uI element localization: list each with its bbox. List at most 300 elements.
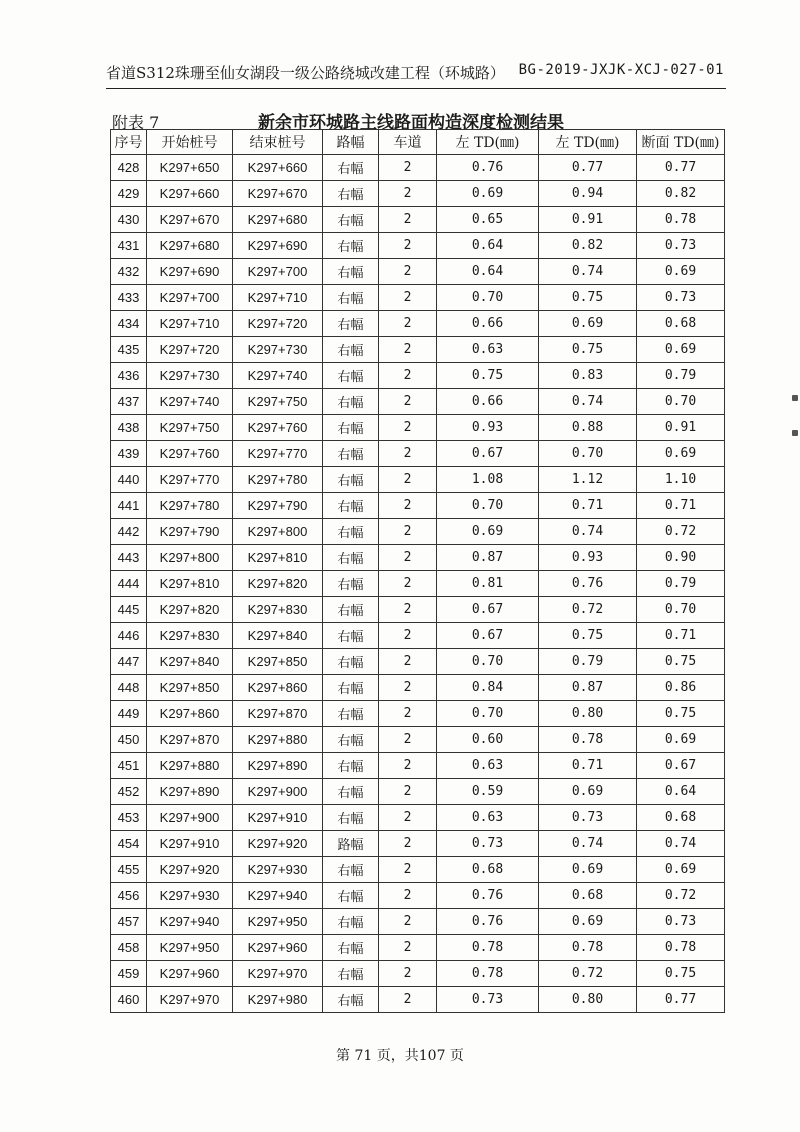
table-cell: K297+730 bbox=[233, 337, 323, 363]
table-cell: 444 bbox=[111, 571, 147, 597]
table-cell: 右幅 bbox=[323, 987, 379, 1013]
table-cell: 457 bbox=[111, 909, 147, 935]
table-cell: 0.64 bbox=[637, 779, 725, 805]
table-cell: K297+970 bbox=[233, 961, 323, 987]
table-cell: 0.69 bbox=[437, 519, 539, 545]
table-cell: 0.82 bbox=[539, 233, 637, 259]
table-cell: 428 bbox=[111, 155, 147, 181]
table-cell: 0.87 bbox=[437, 545, 539, 571]
table-row bbox=[111, 727, 725, 753]
table-cell: 456 bbox=[111, 883, 147, 909]
table-cell: 2 bbox=[379, 363, 437, 389]
table-cell: K297+710 bbox=[233, 285, 323, 311]
table-cell: 2 bbox=[379, 597, 437, 623]
table-cell: 2 bbox=[379, 961, 437, 987]
column-header: 路幅 bbox=[323, 130, 379, 155]
table-cell: 右幅 bbox=[323, 467, 379, 493]
table-cell: 0.65 bbox=[437, 207, 539, 233]
table-cell: K297+840 bbox=[147, 649, 233, 675]
table-cell: K297+680 bbox=[233, 207, 323, 233]
table-cell: 右幅 bbox=[323, 805, 379, 831]
table-cell: 0.75 bbox=[637, 649, 725, 675]
table-cell: 2 bbox=[379, 233, 437, 259]
appendix-label: 附表 7 bbox=[112, 113, 160, 132]
table-cell: 右幅 bbox=[323, 701, 379, 727]
table-cell: 0.78 bbox=[539, 727, 637, 753]
table-row bbox=[111, 571, 725, 597]
table-cell: 452 bbox=[111, 779, 147, 805]
table-cell: 446 bbox=[111, 623, 147, 649]
table-cell: K297+920 bbox=[233, 831, 323, 857]
table-cell: K297+810 bbox=[233, 545, 323, 571]
table-cell: 440 bbox=[111, 467, 147, 493]
table-cell: 2 bbox=[379, 441, 437, 467]
table-cell: 右幅 bbox=[323, 493, 379, 519]
table-cell: 0.75 bbox=[637, 961, 725, 987]
table-cell: 433 bbox=[111, 285, 147, 311]
table-row bbox=[111, 701, 725, 727]
document-code: BG-2019-JXJK-XCJ-027-01 bbox=[518, 62, 724, 78]
table-cell: 2 bbox=[379, 623, 437, 649]
table-cell: 0.68 bbox=[539, 883, 637, 909]
table-cell: K297+870 bbox=[233, 701, 323, 727]
table-cell: 0.75 bbox=[539, 285, 637, 311]
table-cell: 432 bbox=[111, 259, 147, 285]
table-cell: 0.82 bbox=[637, 181, 725, 207]
table-cell: 0.66 bbox=[437, 311, 539, 337]
table-cell: 2 bbox=[379, 831, 437, 857]
header-divider bbox=[106, 88, 726, 89]
table-cell: 0.81 bbox=[437, 571, 539, 597]
table-cell: 2 bbox=[379, 779, 437, 805]
table-cell: K297+760 bbox=[147, 441, 233, 467]
table-cell: 0.68 bbox=[637, 805, 725, 831]
table-cell: 0.69 bbox=[539, 857, 637, 883]
table-row bbox=[111, 753, 725, 779]
table-cell: K297+670 bbox=[233, 181, 323, 207]
table-cell: 448 bbox=[111, 675, 147, 701]
table-row bbox=[111, 883, 725, 909]
table-cell: 453 bbox=[111, 805, 147, 831]
table-cell: K297+770 bbox=[233, 441, 323, 467]
table-cell: 右幅 bbox=[323, 935, 379, 961]
table-cell: K297+880 bbox=[147, 753, 233, 779]
results-table bbox=[110, 129, 725, 1013]
table-cell: 442 bbox=[111, 519, 147, 545]
table-cell: 2 bbox=[379, 805, 437, 831]
table-cell: K297+700 bbox=[147, 285, 233, 311]
scan-artifact-mark bbox=[792, 430, 798, 436]
column-header: 开始桩号 bbox=[147, 130, 233, 155]
table-cell: 0.67 bbox=[437, 623, 539, 649]
table-cell: 右幅 bbox=[323, 779, 379, 805]
table-cell: K297+830 bbox=[147, 623, 233, 649]
table-cell: 右幅 bbox=[323, 233, 379, 259]
table-cell: 右幅 bbox=[323, 519, 379, 545]
table-cell: 2 bbox=[379, 467, 437, 493]
table-cell: K297+720 bbox=[147, 337, 233, 363]
table-cell: 0.90 bbox=[637, 545, 725, 571]
table-cell: 458 bbox=[111, 935, 147, 961]
table-cell: 0.80 bbox=[539, 701, 637, 727]
table-cell: K297+950 bbox=[233, 909, 323, 935]
table-cell: 右幅 bbox=[323, 571, 379, 597]
table-cell: 0.71 bbox=[539, 493, 637, 519]
table-cell: 0.76 bbox=[539, 571, 637, 597]
table-cell: 451 bbox=[111, 753, 147, 779]
table-cell: 0.76 bbox=[437, 883, 539, 909]
table-body bbox=[111, 155, 725, 1013]
table-cell: 2 bbox=[379, 519, 437, 545]
table-cell: 430 bbox=[111, 207, 147, 233]
table-row bbox=[111, 363, 725, 389]
table-cell: K297+750 bbox=[147, 415, 233, 441]
table-cell: 0.60 bbox=[437, 727, 539, 753]
table-cell: 右幅 bbox=[323, 363, 379, 389]
table-cell: 0.69 bbox=[539, 311, 637, 337]
table-cell: K297+680 bbox=[147, 233, 233, 259]
table-cell: K297+700 bbox=[233, 259, 323, 285]
table-cell: 0.70 bbox=[539, 441, 637, 467]
table-cell: 454 bbox=[111, 831, 147, 857]
table-cell: 0.71 bbox=[637, 493, 725, 519]
table-cell: 0.70 bbox=[437, 285, 539, 311]
table-row bbox=[111, 285, 725, 311]
table-row bbox=[111, 415, 725, 441]
table-cell: 0.69 bbox=[637, 441, 725, 467]
table-cell: 1.12 bbox=[539, 467, 637, 493]
table-cell: K297+690 bbox=[233, 233, 323, 259]
table-cell: 0.74 bbox=[539, 519, 637, 545]
table-cell: 2 bbox=[379, 545, 437, 571]
table-cell: 右幅 bbox=[323, 623, 379, 649]
table-cell: 0.76 bbox=[437, 155, 539, 181]
table-cell: 2 bbox=[379, 935, 437, 961]
table-cell: 右幅 bbox=[323, 155, 379, 181]
table-cell: K297+790 bbox=[147, 519, 233, 545]
table-cell: 0.78 bbox=[637, 935, 725, 961]
table-cell: 0.78 bbox=[437, 935, 539, 961]
table-cell: K297+800 bbox=[233, 519, 323, 545]
table-cell: 2 bbox=[379, 493, 437, 519]
table-cell: K297+670 bbox=[147, 207, 233, 233]
table-row bbox=[111, 831, 725, 857]
table-row bbox=[111, 519, 725, 545]
table-cell: 0.64 bbox=[437, 233, 539, 259]
table-cell: 438 bbox=[111, 415, 147, 441]
table-cell: 0.70 bbox=[437, 493, 539, 519]
table-cell: 0.79 bbox=[637, 571, 725, 597]
table-cell: 0.86 bbox=[637, 675, 725, 701]
table-row bbox=[111, 441, 725, 467]
table-cell: 459 bbox=[111, 961, 147, 987]
table-cell: 0.76 bbox=[437, 909, 539, 935]
table-cell: 0.79 bbox=[539, 649, 637, 675]
table-cell: 0.72 bbox=[539, 597, 637, 623]
table-row bbox=[111, 649, 725, 675]
table-cell: K297+750 bbox=[233, 389, 323, 415]
table-cell: 0.83 bbox=[539, 363, 637, 389]
table-cell: 429 bbox=[111, 181, 147, 207]
table-cell: 437 bbox=[111, 389, 147, 415]
table-cell: 443 bbox=[111, 545, 147, 571]
table-row bbox=[111, 181, 725, 207]
column-header: 序号 bbox=[111, 130, 147, 155]
table-cell: 0.77 bbox=[539, 155, 637, 181]
table-row bbox=[111, 779, 725, 805]
table-cell: K297+650 bbox=[147, 155, 233, 181]
table-cell: 2 bbox=[379, 155, 437, 181]
table-cell: 1.10 bbox=[637, 467, 725, 493]
scan-artifact-mark bbox=[792, 395, 798, 401]
table-cell: 0.74 bbox=[539, 389, 637, 415]
table-cell: K297+820 bbox=[233, 571, 323, 597]
table-cell: K297+920 bbox=[147, 857, 233, 883]
table-cell: K297+850 bbox=[233, 649, 323, 675]
table-row bbox=[111, 961, 725, 987]
table-cell: 2 bbox=[379, 753, 437, 779]
table-cell: 右幅 bbox=[323, 597, 379, 623]
table-cell: K297+890 bbox=[147, 779, 233, 805]
table-cell: 449 bbox=[111, 701, 147, 727]
table-cell: K297+730 bbox=[147, 363, 233, 389]
table-cell: 右幅 bbox=[323, 857, 379, 883]
table-cell: 0.93 bbox=[539, 545, 637, 571]
table-row bbox=[111, 337, 725, 363]
table-cell: 0.75 bbox=[539, 623, 637, 649]
table-row bbox=[111, 207, 725, 233]
table-row bbox=[111, 805, 725, 831]
table-row bbox=[111, 259, 725, 285]
table-cell: 0.72 bbox=[539, 961, 637, 987]
table-cell: 0.69 bbox=[637, 337, 725, 363]
table-cell: 2 bbox=[379, 285, 437, 311]
table-cell: 2 bbox=[379, 571, 437, 597]
table-cell: K297+660 bbox=[233, 155, 323, 181]
table-cell: 右幅 bbox=[323, 259, 379, 285]
table-cell: K297+940 bbox=[147, 909, 233, 935]
column-header: 断面 TD(㎜) bbox=[637, 130, 725, 155]
table-cell: 0.87 bbox=[539, 675, 637, 701]
table-cell: K297+960 bbox=[147, 961, 233, 987]
table-cell: 右幅 bbox=[323, 389, 379, 415]
table-cell: 路幅 bbox=[323, 831, 379, 857]
table-cell: 0.67 bbox=[437, 441, 539, 467]
table-cell: 0.71 bbox=[637, 623, 725, 649]
table-cell: 0.69 bbox=[437, 181, 539, 207]
table-cell: 右幅 bbox=[323, 727, 379, 753]
table-cell: K297+860 bbox=[147, 701, 233, 727]
table-cell: 0.73 bbox=[539, 805, 637, 831]
table-cell: 右幅 bbox=[323, 909, 379, 935]
table-cell: 0.73 bbox=[437, 987, 539, 1013]
table-cell: 447 bbox=[111, 649, 147, 675]
table-cell: 2 bbox=[379, 181, 437, 207]
table-cell: 右幅 bbox=[323, 311, 379, 337]
table-cell: 0.75 bbox=[637, 701, 725, 727]
table-cell: 0.93 bbox=[437, 415, 539, 441]
table-cell: K297+820 bbox=[147, 597, 233, 623]
table-cell: K297+870 bbox=[147, 727, 233, 753]
table-cell: K297+950 bbox=[147, 935, 233, 961]
column-header: 左 TD(㎜) bbox=[437, 130, 539, 155]
table-cell: 2 bbox=[379, 675, 437, 701]
table-cell: 0.68 bbox=[637, 311, 725, 337]
table-cell: 0.78 bbox=[437, 961, 539, 987]
table-cell: K297+900 bbox=[147, 805, 233, 831]
table-cell: 0.79 bbox=[637, 363, 725, 389]
table-cell: 0.72 bbox=[637, 519, 725, 545]
table-cell: 2 bbox=[379, 259, 437, 285]
table-cell: K297+960 bbox=[233, 935, 323, 961]
table-row bbox=[111, 623, 725, 649]
table-cell: 0.67 bbox=[437, 597, 539, 623]
table-row bbox=[111, 467, 725, 493]
table-row bbox=[111, 155, 725, 181]
table-cell: K297+780 bbox=[147, 493, 233, 519]
table-cell: K297+770 bbox=[147, 467, 233, 493]
table-cell: K297+910 bbox=[147, 831, 233, 857]
table-cell: K297+740 bbox=[233, 363, 323, 389]
table-cell: 431 bbox=[111, 233, 147, 259]
table-cell: 0.69 bbox=[637, 727, 725, 753]
table-cell: 右幅 bbox=[323, 961, 379, 987]
table-cell: K297+720 bbox=[233, 311, 323, 337]
table-cell: 0.77 bbox=[637, 987, 725, 1013]
table-cell: 434 bbox=[111, 311, 147, 337]
table-cell: K297+740 bbox=[147, 389, 233, 415]
table-cell: 0.91 bbox=[539, 207, 637, 233]
table-cell: 445 bbox=[111, 597, 147, 623]
table-cell: 0.88 bbox=[539, 415, 637, 441]
table-cell: 2 bbox=[379, 207, 437, 233]
table-header-row bbox=[111, 130, 725, 155]
column-header: 车道 bbox=[379, 130, 437, 155]
table-cell: 0.73 bbox=[637, 285, 725, 311]
table-cell: 2 bbox=[379, 857, 437, 883]
table-row bbox=[111, 857, 725, 883]
table-cell: 右幅 bbox=[323, 207, 379, 233]
table-cell: 0.69 bbox=[539, 909, 637, 935]
table-cell: 435 bbox=[111, 337, 147, 363]
table-row bbox=[111, 935, 725, 961]
table-cell: 0.80 bbox=[539, 987, 637, 1013]
table-cell: K297+780 bbox=[233, 467, 323, 493]
table-cell: 右幅 bbox=[323, 675, 379, 701]
table-cell: 0.78 bbox=[539, 935, 637, 961]
table-cell: 2 bbox=[379, 883, 437, 909]
table-cell: 0.63 bbox=[437, 753, 539, 779]
table-cell: 右幅 bbox=[323, 285, 379, 311]
table-row bbox=[111, 597, 725, 623]
table-cell: 0.77 bbox=[637, 155, 725, 181]
table-row bbox=[111, 545, 725, 571]
table-cell: K297+980 bbox=[233, 987, 323, 1013]
table-cell: 0.63 bbox=[437, 805, 539, 831]
table-cell: 0.74 bbox=[637, 831, 725, 857]
table-cell: K297+940 bbox=[233, 883, 323, 909]
table-cell: 0.75 bbox=[539, 337, 637, 363]
table-cell: K297+840 bbox=[233, 623, 323, 649]
table-cell: 0.64 bbox=[437, 259, 539, 285]
table-cell: K297+930 bbox=[147, 883, 233, 909]
table-cell: 右幅 bbox=[323, 181, 379, 207]
page-header bbox=[106, 62, 724, 86]
table-cell: K297+660 bbox=[147, 181, 233, 207]
table-cell: K297+880 bbox=[233, 727, 323, 753]
table-cell: 0.84 bbox=[437, 675, 539, 701]
table-cell: 0.72 bbox=[637, 883, 725, 909]
table-row bbox=[111, 493, 725, 519]
table-row bbox=[111, 987, 725, 1013]
table-cell: 0.74 bbox=[539, 259, 637, 285]
table-cell: 右幅 bbox=[323, 441, 379, 467]
table-cell: 右幅 bbox=[323, 883, 379, 909]
table-row bbox=[111, 311, 725, 337]
table-cell: 0.70 bbox=[437, 701, 539, 727]
table-row bbox=[111, 233, 725, 259]
table-cell: 0.70 bbox=[437, 649, 539, 675]
table-cell: K297+860 bbox=[233, 675, 323, 701]
table-cell: K297+690 bbox=[147, 259, 233, 285]
table-cell: 0.69 bbox=[637, 857, 725, 883]
table-cell: 0.71 bbox=[539, 753, 637, 779]
table-cell: 0.75 bbox=[437, 363, 539, 389]
column-header: 结束桩号 bbox=[233, 130, 323, 155]
table-cell: 2 bbox=[379, 415, 437, 441]
table-cell: 右幅 bbox=[323, 415, 379, 441]
table-cell: K297+970 bbox=[147, 987, 233, 1013]
table-cell: K297+810 bbox=[147, 571, 233, 597]
table-cell: 0.68 bbox=[437, 857, 539, 883]
table-cell: K297+790 bbox=[233, 493, 323, 519]
table-cell: 460 bbox=[111, 987, 147, 1013]
table-cell: 455 bbox=[111, 857, 147, 883]
table-cell: 0.73 bbox=[637, 233, 725, 259]
table-title: 新余市环城路主线路面构造深度检测结果 bbox=[258, 113, 564, 133]
table-cell: 右幅 bbox=[323, 649, 379, 675]
table-cell: 0.69 bbox=[637, 259, 725, 285]
table-row bbox=[111, 909, 725, 935]
table-cell: 439 bbox=[111, 441, 147, 467]
table-cell: 0.69 bbox=[539, 779, 637, 805]
page-footer: 第 71 页，共107 页 bbox=[336, 1048, 464, 1064]
table-cell: K297+830 bbox=[233, 597, 323, 623]
column-header: 左 TD(㎜) bbox=[539, 130, 637, 155]
table-cell: 0.73 bbox=[637, 909, 725, 935]
table-cell: 2 bbox=[379, 727, 437, 753]
table-row bbox=[111, 675, 725, 701]
table-row bbox=[111, 389, 725, 415]
table-cell: 右幅 bbox=[323, 545, 379, 571]
table-cell: 0.67 bbox=[637, 753, 725, 779]
table-cell: 436 bbox=[111, 363, 147, 389]
table-cell: K297+910 bbox=[233, 805, 323, 831]
table-cell: 0.63 bbox=[437, 337, 539, 363]
table-cell: K297+930 bbox=[233, 857, 323, 883]
table-cell: K297+710 bbox=[147, 311, 233, 337]
table-cell: 1.08 bbox=[437, 467, 539, 493]
table-cell: K297+850 bbox=[147, 675, 233, 701]
table-cell: K297+900 bbox=[233, 779, 323, 805]
table-cell: 0.91 bbox=[637, 415, 725, 441]
table-cell: 2 bbox=[379, 649, 437, 675]
table-cell: 0.78 bbox=[637, 207, 725, 233]
table-cell: 右幅 bbox=[323, 753, 379, 779]
table-cell: 2 bbox=[379, 389, 437, 415]
table-cell: 2 bbox=[379, 909, 437, 935]
table-cell: 0.70 bbox=[637, 389, 725, 415]
